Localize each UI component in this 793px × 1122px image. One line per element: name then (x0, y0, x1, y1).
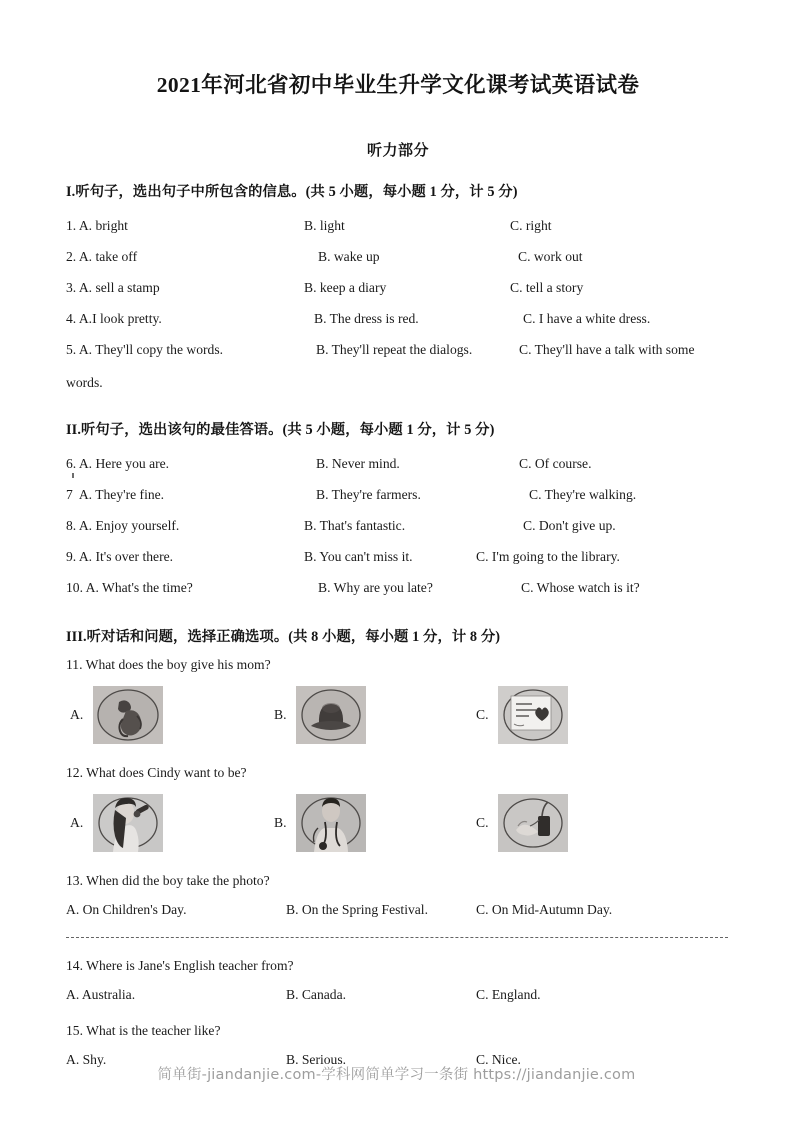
question-10-number: 10. (66, 580, 83, 595)
scarf-photo[interactable] (93, 686, 163, 744)
question-5-number: 5. (66, 342, 77, 357)
option-a-text: A. sell a stamp (78, 280, 160, 295)
question-8-option-c[interactable]: C. Don't give up. (523, 518, 616, 533)
question-9-number: 9. (66, 549, 77, 564)
object-photo[interactable] (498, 794, 568, 852)
question-6-option-a[interactable] (66, 456, 169, 472)
question-4-option-a[interactable] (66, 311, 162, 327)
question-row-3 (66, 274, 730, 305)
question-4-number: 4. (66, 311, 77, 326)
question-9-option-c[interactable]: C. I'm going to the library. (476, 549, 620, 564)
question-13-option-b[interactable]: B. On the Spring Festival. (286, 902, 428, 917)
question-7-option-c[interactable]: C. They're walking. (529, 487, 637, 502)
section-heading-3: III.听对话和问题，选择正确选项。(共 8 小题，每小题 1 分，计 8 分) (66, 629, 501, 645)
question-row-2 (66, 243, 730, 274)
option-a-text: A. It's over there. (78, 549, 174, 564)
option-a-text: A. bright (78, 218, 128, 233)
question-5-continuation: words. (66, 375, 103, 390)
question-8-option-a[interactable] (66, 518, 179, 534)
question-15-option-a[interactable]: A. Shy. (66, 1052, 107, 1067)
question-10-option-c[interactable]: C. Whose watch is it? (521, 580, 640, 595)
question-6-number: 6. (66, 456, 77, 471)
question-2-option-a[interactable] (66, 249, 137, 265)
question-row-4 (66, 305, 730, 336)
question-1-option-c[interactable]: C. right (510, 218, 552, 233)
question-row-10 (66, 574, 730, 605)
question-12-option-b[interactable] (274, 790, 366, 856)
question-row-5 (66, 336, 730, 367)
question-row-7 (66, 481, 730, 512)
question-12-option-c[interactable] (476, 790, 568, 856)
question-8-number: 8. (66, 518, 77, 533)
option-label-c: C. (476, 815, 489, 830)
option-a-text: A. Here you are. (78, 456, 170, 471)
page-title: 2021年河北省初中毕业生升学文化课考试英语试卷 (156, 73, 640, 97)
question-6-option-b[interactable]: B. Never mind. (316, 456, 400, 471)
option-label-a: A. (70, 815, 84, 830)
option-a-text: A. Enjoy yourself. (78, 518, 180, 533)
question-12-option-a[interactable] (70, 790, 163, 856)
question-1-option-b[interactable]: B. light (304, 218, 345, 233)
question-11-prompt: 11. What does the boy give his mom? (66, 657, 271, 672)
singer-photo[interactable] (93, 794, 163, 852)
question-4-option-b[interactable]: B. The dress is red. (314, 311, 419, 326)
question-1-option-a[interactable] (66, 218, 128, 234)
question-1-number: 1. (66, 218, 77, 233)
question-12-prompt: 12. What does Cindy want to be? (66, 765, 247, 780)
question-4-option-c[interactable]: C. I have a white dress. (523, 311, 651, 326)
question-7-option-b[interactable]: B. They're farmers. (316, 487, 421, 502)
question-11-options (66, 682, 730, 754)
question-3-number: 3. (66, 280, 77, 295)
question-14-option-b[interactable]: B. Canada. (286, 987, 347, 1002)
question-9-option-a[interactable] (66, 549, 173, 565)
question-row-13 (66, 896, 730, 927)
question-row-9 (66, 543, 730, 574)
section-heading-2: II.听句子，选出该句的最佳答语。(共 5 小题，每小题 1 分，计 5 分) (66, 422, 495, 438)
part-title-listening: 听力部分 (366, 143, 429, 159)
question-2-number: 2. (66, 249, 77, 264)
question-14-option-a[interactable]: A. Australia. (66, 987, 136, 1002)
page-content (66, 0, 730, 1077)
scan-artifact-dot (72, 473, 74, 478)
question-8-option-b[interactable]: B. That's fantastic. (304, 518, 406, 533)
question-row-1 (66, 212, 730, 243)
question-14-option-c[interactable]: C. England. (476, 987, 541, 1002)
question-row-6 (66, 450, 730, 481)
question-3-option-b[interactable]: B. keep a diary (304, 280, 387, 295)
footer-watermark: 简单街-jiandanjie.com-学科网简单学习一条街 https://jiandanjie.com (157, 1067, 636, 1083)
question-11-option-b[interactable] (274, 682, 366, 748)
question-11-option-a[interactable] (70, 682, 163, 748)
question-14-prompt: 14. Where is Jane's English teacher from? (66, 958, 294, 973)
question-15-option-b[interactable]: B. Serious. (286, 1052, 347, 1067)
option-a-text: A. They're fine. (78, 487, 165, 502)
question-5-option-b[interactable]: B. They'll repeat the dialogs. (316, 342, 473, 357)
option-a-text: A. What's the time? (85, 580, 193, 595)
question-row-8 (66, 512, 730, 543)
question-9-option-b[interactable]: B. You can't miss it. (304, 549, 413, 564)
question-15-prompt: 15. What is the teacher like? (66, 1023, 221, 1038)
question-3-option-a[interactable] (66, 280, 160, 296)
question-12-options (66, 790, 730, 862)
hat-photo[interactable] (296, 686, 366, 744)
option-a-text: A.I look pretty. (78, 311, 162, 326)
question-3-option-c[interactable]: C. tell a story (510, 280, 584, 295)
question-5-option-a[interactable] (66, 342, 223, 358)
option-a-text: A. take off (78, 249, 138, 264)
question-13-option-c[interactable]: C. On Mid-Autumn Day. (476, 902, 613, 917)
doctor-photo[interactable] (296, 794, 366, 852)
question-11-option-c[interactable] (476, 682, 568, 748)
question-13-prompt: 13. When did the boy take the photo? (66, 873, 270, 888)
question-10-option-b[interactable]: B. Why are you late? (318, 580, 433, 595)
question-5-option-c[interactable]: C. They'll have a talk with some (519, 342, 695, 357)
greeting-card-photo[interactable] (498, 686, 568, 744)
page-separator (66, 937, 728, 939)
option-a-text: A. They'll copy the words. (78, 342, 224, 357)
question-6-option-c[interactable]: C. Of course. (519, 456, 592, 471)
option-label-a: A. (70, 707, 84, 722)
question-13-option-a[interactable]: A. On Children's Day. (66, 902, 187, 917)
option-label-b: B. (274, 815, 287, 830)
question-row-14 (66, 981, 730, 1012)
question-2-option-c[interactable]: C. work out (518, 249, 583, 264)
question-7-option-a[interactable] (66, 487, 164, 503)
question-10-option-a[interactable] (66, 580, 193, 596)
question-7-number: 7 (66, 487, 73, 502)
question-15-option-c[interactable]: C. Nice. (476, 1052, 521, 1067)
option-label-c: C. (476, 707, 489, 722)
section-heading-1: I.听句子，选出句子中所包含的信息。(共 5 小题，每小题 1 分，计 5 分) (66, 184, 518, 200)
question-2-option-b[interactable]: B. wake up (318, 249, 380, 264)
option-label-b: B. (274, 707, 287, 722)
